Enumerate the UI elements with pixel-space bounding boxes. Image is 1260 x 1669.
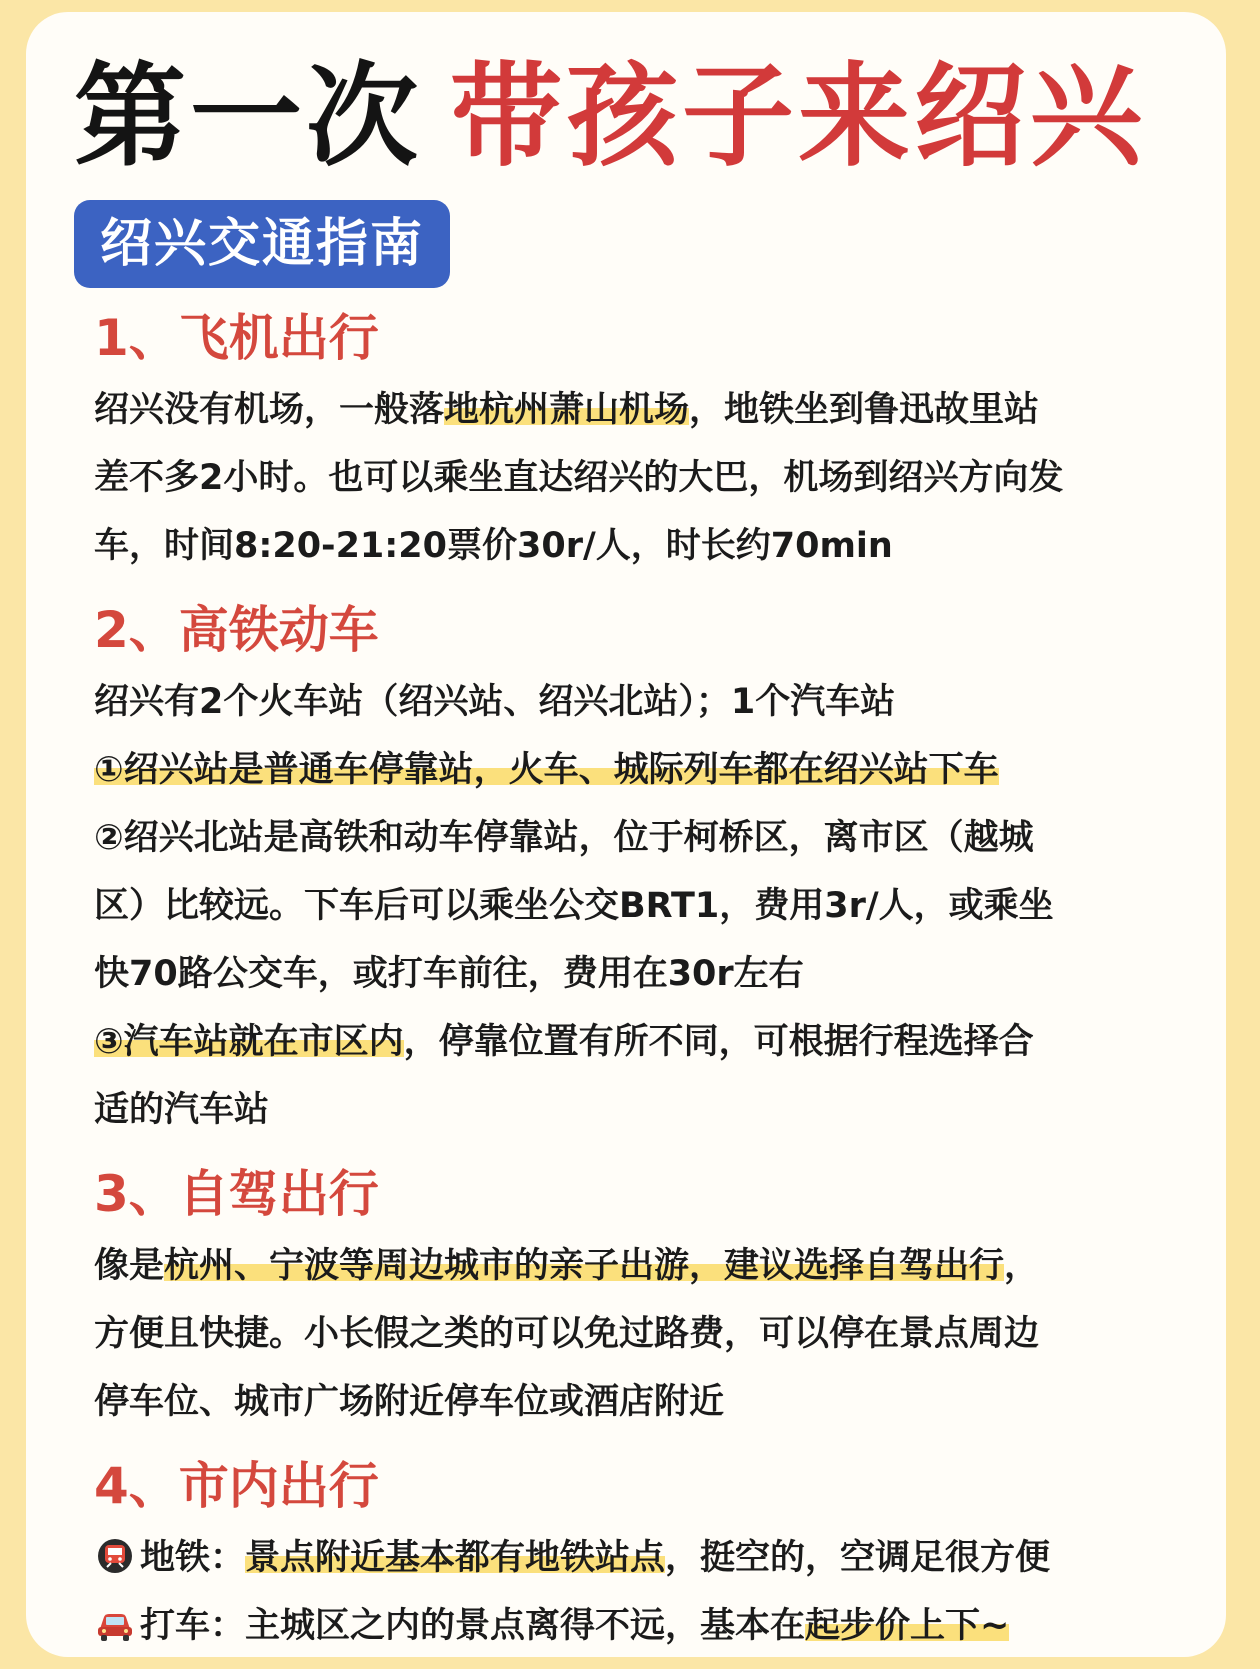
- line-text: 绍兴有2个火车站（绍兴站、绍兴北站）；1个汽车站: [94, 682, 896, 722]
- text-line: [94, 1592, 1226, 1660]
- car-icon: [94, 1598, 136, 1636]
- sections: [74, 306, 1226, 1660]
- text-line: [94, 872, 1226, 940]
- line-text: ，: [1004, 1246, 1040, 1286]
- line-text: 地铁：: [140, 1538, 246, 1578]
- line-text: ，挺空的，空调足很方便: [665, 1538, 1051, 1578]
- line-text: 绍兴没有机场，一般落: [94, 390, 445, 430]
- title-part-2: 带孩子来绍兴: [450, 52, 1146, 182]
- line-text: 适的汽车站: [94, 1090, 270, 1130]
- section-1: [94, 306, 1226, 580]
- line-text: ，地铁坐到鲁迅故里站: [689, 390, 1040, 430]
- text-line: [94, 668, 1226, 736]
- line-text: 车，时间8:20-21:20票价30r/人，时长约70min: [94, 526, 893, 566]
- line-text: 差不多2小时。也可以乘坐直达绍兴的大巴，机场到绍兴方向发: [94, 458, 1064, 498]
- metro-icon: [94, 1530, 136, 1568]
- highlighted-text: ①绍兴站是普通车停靠站，火车、城际列车都在绍兴站下车: [94, 750, 999, 790]
- highlighted-text: 杭州、宁波等周边城市的亲子出游，建议选择自驾出行: [164, 1246, 1005, 1286]
- text-line: [94, 444, 1226, 512]
- section-heading: 3、自驾出行: [94, 1165, 379, 1223]
- section-heading: 4、市内出行: [94, 1457, 379, 1515]
- text-line: [94, 1524, 1226, 1592]
- text-line: [94, 376, 1226, 444]
- line-text: ，停靠位置有所不同，可根据行程选择合: [403, 1022, 1034, 1062]
- text-line: [94, 1232, 1226, 1300]
- line-text: 区）比较远。下车后可以乘坐公交BRT1，费用3r/人，或乘坐: [94, 886, 1054, 926]
- text-line: [94, 940, 1226, 1008]
- section-heading: 2、高铁动车: [94, 601, 379, 659]
- text-line: [94, 1300, 1226, 1368]
- text-line: [94, 512, 1226, 580]
- section-3: [94, 1162, 1226, 1436]
- section-4: [94, 1454, 1226, 1660]
- line-text: 停车位、城市广场附近停车位或酒店附近: [94, 1382, 725, 1422]
- topic-tag: 绍兴交通指南: [74, 200, 450, 288]
- guide-card: [26, 12, 1226, 1657]
- text-line: [94, 1368, 1226, 1436]
- section-heading: 1、飞机出行: [94, 309, 379, 367]
- highlighted-text: 地杭州萧山机场: [444, 390, 690, 430]
- line-text: 方便且快捷。小长假之类的可以免过路费，可以停在景点周边: [94, 1314, 1040, 1354]
- title-part-1: 第一次: [74, 52, 422, 182]
- text-line: [94, 1008, 1226, 1076]
- line-text: 像是: [94, 1246, 165, 1286]
- text-line: [94, 736, 1226, 804]
- section-2: [94, 598, 1226, 1144]
- highlighted-text: 景点附近基本都有地铁站点: [245, 1538, 666, 1578]
- text-line: [94, 1076, 1226, 1144]
- highlighted-text: ③汽车站就在市区内: [94, 1022, 404, 1062]
- highlighted-text: 起步价上下~: [805, 1606, 1010, 1646]
- line-text: ②绍兴北站是高铁和动车停靠站，位于柯桥区，离市区（越城: [94, 818, 1034, 858]
- page-title: [74, 52, 1226, 182]
- line-text: 快70路公交车，或打车前往，费用在30r左右: [94, 954, 804, 994]
- text-line: [94, 804, 1226, 872]
- line-text: 打车：主城区之内的景点离得不远，基本在: [140, 1606, 806, 1646]
